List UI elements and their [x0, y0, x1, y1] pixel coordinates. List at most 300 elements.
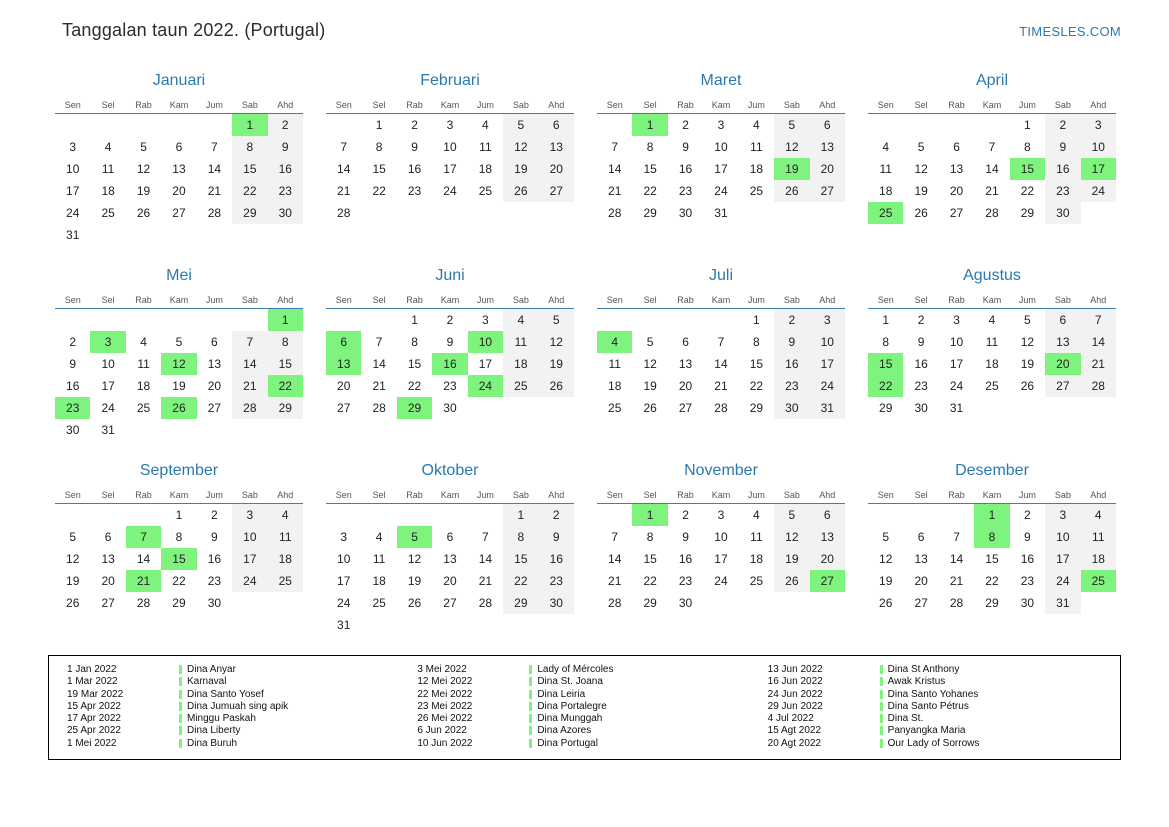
- day-cell[interactable]: 27: [337, 400, 351, 415]
- day-cell[interactable]: 23: [774, 375, 809, 397]
- day-cell[interactable]: 30: [66, 422, 80, 437]
- day-cell[interactable]: 7: [988, 139, 996, 154]
- day-cell[interactable]: 28: [608, 205, 622, 220]
- day-cell[interactable]: 25: [268, 570, 303, 592]
- day-cell[interactable]: 26: [914, 205, 928, 220]
- day-cell[interactable]: 25: [503, 375, 538, 397]
- day-cell[interactable]: 12: [66, 551, 80, 566]
- day-cell[interactable]: 5: [140, 139, 147, 154]
- day-cell[interactable]: 23: [407, 183, 422, 198]
- day-cell[interactable]: 29: [879, 400, 893, 415]
- day-cell[interactable]: 12: [407, 551, 422, 566]
- day-cell[interactable]: 18: [985, 356, 999, 371]
- day-cell[interactable]: 2: [917, 312, 925, 327]
- day-cell[interactable]: 26: [774, 570, 809, 592]
- holiday-day-cell[interactable]: 4: [597, 331, 632, 353]
- day-cell[interactable]: 6: [175, 139, 183, 154]
- day-cell[interactable]: 10: [1081, 136, 1116, 158]
- day-cell[interactable]: 26: [879, 595, 893, 610]
- day-cell[interactable]: 24: [949, 378, 964, 393]
- day-cell[interactable]: 27: [949, 205, 964, 220]
- day-cell[interactable]: 2: [774, 309, 809, 331]
- day-cell[interactable]: 12: [503, 136, 538, 158]
- holiday-day-cell[interactable]: 17: [1081, 158, 1116, 180]
- day-cell[interactable]: 27: [678, 400, 693, 415]
- day-cell[interactable]: 7: [611, 139, 619, 154]
- day-cell[interactable]: 7: [611, 529, 619, 544]
- day-cell[interactable]: 21: [608, 573, 622, 588]
- day-cell[interactable]: 1: [882, 312, 890, 327]
- day-cell[interactable]: 8: [175, 529, 183, 544]
- day-cell[interactable]: 16: [268, 158, 303, 180]
- day-cell[interactable]: 17: [810, 353, 845, 375]
- day-cell[interactable]: 5: [646, 334, 654, 349]
- day-cell[interactable]: 4: [753, 507, 760, 522]
- day-cell[interactable]: 3: [482, 312, 489, 327]
- day-cell[interactable]: 2: [411, 117, 418, 132]
- day-cell[interactable]: 7: [375, 334, 383, 349]
- day-cell[interactable]: 17: [714, 161, 728, 176]
- day-cell[interactable]: 7: [1081, 309, 1116, 331]
- day-cell[interactable]: 24: [810, 375, 845, 397]
- day-cell[interactable]: 21: [608, 183, 622, 198]
- day-cell[interactable]: 13: [539, 136, 574, 158]
- day-cell[interactable]: 24: [1045, 570, 1080, 592]
- day-cell[interactable]: 11: [372, 551, 386, 566]
- day-cell[interactable]: 28: [232, 397, 267, 419]
- day-cell[interactable]: 16: [1045, 158, 1080, 180]
- day-cell[interactable]: 28: [949, 595, 964, 610]
- holiday-day-cell[interactable]: 22: [868, 375, 903, 397]
- day-cell[interactable]: 18: [136, 378, 151, 393]
- day-cell[interactable]: 15: [749, 356, 764, 371]
- day-cell[interactable]: 28: [337, 205, 351, 220]
- day-cell[interactable]: 24: [337, 595, 351, 610]
- day-cell[interactable]: 3: [810, 309, 845, 331]
- day-cell[interactable]: 31: [1045, 592, 1080, 614]
- holiday-day-cell[interactable]: 25: [868, 202, 903, 224]
- day-cell[interactable]: 14: [136, 551, 151, 566]
- holiday-day-cell[interactable]: 1: [632, 114, 667, 136]
- day-cell[interactable]: 22: [749, 378, 764, 393]
- day-cell[interactable]: 11: [750, 139, 763, 154]
- day-cell[interactable]: 17: [337, 573, 351, 588]
- day-cell[interactable]: 23: [914, 378, 928, 393]
- day-cell[interactable]: 21: [714, 378, 728, 393]
- day-cell[interactable]: 18: [879, 183, 893, 198]
- day-cell[interactable]: 7: [232, 331, 267, 353]
- day-cell[interactable]: 14: [949, 551, 964, 566]
- day-cell[interactable]: 12: [643, 356, 657, 371]
- day-cell[interactable]: 28: [1081, 375, 1116, 397]
- day-cell[interactable]: 31: [337, 617, 351, 632]
- day-cell[interactable]: 12: [539, 331, 574, 353]
- day-cell[interactable]: 28: [207, 205, 222, 220]
- day-cell[interactable]: 29: [172, 595, 186, 610]
- day-cell[interactable]: 8: [753, 334, 760, 349]
- day-cell[interactable]: 25: [749, 183, 764, 198]
- day-cell[interactable]: 14: [372, 356, 386, 371]
- day-cell[interactable]: 15: [985, 551, 999, 566]
- day-cell[interactable]: 15: [232, 158, 267, 180]
- day-cell[interactable]: 8: [268, 331, 303, 353]
- holiday-day-cell[interactable]: 21: [126, 570, 161, 592]
- day-cell[interactable]: 16: [407, 161, 422, 176]
- day-cell[interactable]: 2: [446, 312, 454, 327]
- day-cell[interactable]: 29: [643, 595, 657, 610]
- day-cell[interactable]: 8: [375, 139, 383, 154]
- day-cell[interactable]: 11: [503, 331, 538, 353]
- day-cell[interactable]: 13: [1045, 331, 1080, 353]
- day-cell[interactable]: 14: [985, 161, 999, 176]
- day-cell[interactable]: 2: [268, 114, 303, 136]
- day-cell[interactable]: 6: [446, 529, 454, 544]
- day-cell[interactable]: 23: [678, 183, 693, 198]
- day-cell[interactable]: 3: [1081, 114, 1116, 136]
- day-cell[interactable]: 5: [1024, 312, 1031, 327]
- day-cell[interactable]: 14: [478, 551, 493, 566]
- day-cell[interactable]: 22: [232, 180, 267, 202]
- day-cell[interactable]: 15: [503, 548, 538, 570]
- day-cell[interactable]: 17: [232, 548, 267, 570]
- day-cell[interactable]: 20: [949, 183, 964, 198]
- holiday-day-cell[interactable]: 8: [974, 526, 1009, 548]
- day-cell[interactable]: 20: [101, 573, 115, 588]
- day-cell[interactable]: 24: [66, 205, 80, 220]
- day-cell[interactable]: 4: [268, 504, 303, 526]
- day-cell[interactable]: 23: [443, 378, 457, 393]
- day-cell[interactable]: 13: [810, 526, 845, 548]
- day-cell[interactable]: 28: [136, 595, 151, 610]
- day-cell[interactable]: 24: [714, 573, 728, 588]
- day-cell[interactable]: 27: [101, 595, 115, 610]
- day-cell[interactable]: 2: [539, 504, 574, 526]
- day-cell[interactable]: 13: [207, 356, 222, 371]
- day-cell[interactable]: 13: [678, 356, 693, 371]
- day-cell[interactable]: 23: [268, 180, 303, 202]
- day-cell[interactable]: 4: [104, 139, 112, 154]
- day-cell[interactable]: 7: [482, 529, 489, 544]
- day-cell[interactable]: 1: [375, 117, 383, 132]
- day-cell[interactable]: 30: [443, 400, 457, 415]
- day-cell[interactable]: 14: [337, 161, 351, 176]
- day-cell[interactable]: 6: [539, 114, 574, 136]
- day-cell[interactable]: 24: [1081, 180, 1116, 202]
- day-cell[interactable]: 31: [810, 397, 845, 419]
- day-cell[interactable]: 10: [66, 161, 80, 176]
- day-cell[interactable]: 16: [1020, 551, 1035, 566]
- holiday-day-cell[interactable]: 5: [397, 526, 432, 548]
- day-cell[interactable]: 16: [678, 551, 693, 566]
- day-cell[interactable]: 1: [753, 312, 760, 327]
- day-cell[interactable]: 22: [643, 573, 657, 588]
- day-cell[interactable]: 25: [478, 183, 493, 198]
- day-cell[interactable]: 29: [232, 202, 267, 224]
- day-cell[interactable]: 27: [539, 180, 574, 202]
- day-cell[interactable]: 16: [678, 161, 693, 176]
- day-cell[interactable]: 7: [340, 139, 348, 154]
- day-cell[interactable]: 30: [1045, 202, 1080, 224]
- day-cell[interactable]: 25: [749, 573, 764, 588]
- day-cell[interactable]: 21: [207, 183, 222, 198]
- day-cell[interactable]: 31: [101, 422, 115, 437]
- day-cell[interactable]: 10: [714, 529, 728, 544]
- day-cell[interactable]: 19: [503, 158, 538, 180]
- day-cell[interactable]: 2: [1024, 507, 1031, 522]
- day-cell[interactable]: 30: [914, 400, 928, 415]
- day-cell[interactable]: 9: [682, 139, 689, 154]
- day-cell[interactable]: 21: [478, 573, 493, 588]
- day-cell[interactable]: 23: [678, 573, 693, 588]
- day-cell[interactable]: 26: [643, 400, 657, 415]
- day-cell[interactable]: 20: [443, 573, 457, 588]
- day-cell[interactable]: 25: [985, 378, 999, 393]
- day-cell[interactable]: 19: [136, 183, 151, 198]
- day-cell[interactable]: 2: [682, 117, 689, 132]
- day-cell[interactable]: 9: [1045, 136, 1080, 158]
- day-cell[interactable]: 30: [539, 592, 574, 614]
- day-cell[interactable]: 21: [232, 375, 267, 397]
- day-cell[interactable]: 13: [101, 551, 115, 566]
- day-cell[interactable]: 4: [1081, 504, 1116, 526]
- day-cell[interactable]: 14: [1081, 331, 1116, 353]
- day-cell[interactable]: 4: [503, 309, 538, 331]
- day-cell[interactable]: 17: [66, 183, 80, 198]
- day-cell[interactable]: 24: [101, 400, 115, 415]
- holiday-day-cell[interactable]: 12: [161, 353, 196, 375]
- day-cell[interactable]: 23: [207, 573, 222, 588]
- day-cell[interactable]: 15: [407, 356, 422, 371]
- day-cell[interactable]: 5: [69, 529, 77, 544]
- day-cell[interactable]: 2: [1045, 114, 1080, 136]
- day-cell[interactable]: 24: [714, 183, 728, 198]
- day-cell[interactable]: 13: [172, 161, 186, 176]
- day-cell[interactable]: 27: [207, 400, 222, 415]
- day-cell[interactable]: 10: [949, 334, 964, 349]
- day-cell[interactable]: 9: [268, 136, 303, 158]
- day-cell[interactable]: 10: [232, 526, 267, 548]
- day-cell[interactable]: 22: [1020, 183, 1035, 198]
- day-cell[interactable]: 20: [678, 378, 693, 393]
- day-cell[interactable]: 25: [372, 595, 386, 610]
- day-cell[interactable]: 29: [749, 400, 764, 415]
- day-cell[interactable]: 11: [608, 356, 621, 371]
- day-cell[interactable]: 5: [175, 334, 183, 349]
- day-cell[interactable]: 9: [774, 331, 809, 353]
- day-cell[interactable]: 20: [337, 378, 351, 393]
- day-cell[interactable]: 22: [503, 570, 538, 592]
- day-cell[interactable]: 13: [443, 551, 457, 566]
- day-cell[interactable]: 4: [482, 117, 489, 132]
- day-cell[interactable]: 29: [985, 595, 999, 610]
- day-cell[interactable]: 10: [337, 551, 351, 566]
- day-cell[interactable]: 14: [608, 551, 622, 566]
- day-cell[interactable]: 23: [539, 570, 574, 592]
- holiday-day-cell[interactable]: 10: [468, 331, 503, 353]
- day-cell[interactable]: 9: [539, 526, 574, 548]
- day-cell[interactable]: 31: [66, 227, 80, 242]
- day-cell[interactable]: 9: [917, 334, 925, 349]
- day-cell[interactable]: 20: [810, 548, 845, 570]
- day-cell[interactable]: 28: [985, 205, 999, 220]
- day-cell[interactable]: 10: [1045, 526, 1080, 548]
- holiday-day-cell[interactable]: 20: [1045, 353, 1080, 375]
- day-cell[interactable]: 30: [678, 595, 693, 610]
- day-cell[interactable]: 18: [101, 183, 115, 198]
- day-cell[interactable]: 14: [608, 161, 622, 176]
- day-cell[interactable]: 3: [717, 507, 725, 522]
- day-cell[interactable]: 7: [953, 529, 960, 544]
- day-cell[interactable]: 6: [953, 139, 960, 154]
- day-cell[interactable]: 9: [211, 529, 218, 544]
- day-cell[interactable]: 2: [211, 507, 218, 522]
- day-cell[interactable]: 29: [503, 592, 538, 614]
- holiday-day-cell[interactable]: 25: [1081, 570, 1116, 592]
- day-cell[interactable]: 8: [1024, 139, 1031, 154]
- holiday-day-cell[interactable]: 15: [868, 353, 903, 375]
- day-cell[interactable]: 23: [1045, 180, 1080, 202]
- holiday-day-cell[interactable]: 3: [90, 331, 125, 353]
- day-cell[interactable]: 30: [207, 595, 222, 610]
- day-cell[interactable]: 11: [985, 334, 999, 349]
- day-cell[interactable]: 14: [232, 353, 267, 375]
- day-cell[interactable]: 21: [985, 183, 999, 198]
- day-cell[interactable]: 24: [232, 570, 267, 592]
- day-cell[interactable]: 10: [443, 139, 457, 154]
- day-cell[interactable]: 9: [1024, 529, 1031, 544]
- day-cell[interactable]: 21: [1081, 353, 1116, 375]
- day-cell[interactable]: 18: [608, 378, 622, 393]
- day-cell[interactable]: 19: [172, 378, 186, 393]
- day-cell[interactable]: 31: [949, 400, 964, 415]
- day-cell[interactable]: 30: [1020, 595, 1035, 610]
- day-cell[interactable]: 24: [443, 183, 457, 198]
- day-cell[interactable]: 20: [539, 158, 574, 180]
- day-cell[interactable]: 4: [140, 334, 147, 349]
- day-cell[interactable]: 22: [407, 378, 422, 393]
- day-cell[interactable]: 3: [69, 139, 77, 154]
- day-cell[interactable]: 2: [682, 507, 689, 522]
- day-cell[interactable]: 3: [953, 312, 960, 327]
- day-cell[interactable]: 12: [774, 526, 809, 548]
- day-cell[interactable]: 23: [1020, 573, 1035, 588]
- holiday-day-cell[interactable]: 27: [810, 570, 845, 592]
- day-cell[interactable]: 1: [1024, 117, 1031, 132]
- day-cell[interactable]: 10: [714, 139, 728, 154]
- day-cell[interactable]: 19: [914, 183, 928, 198]
- day-cell[interactable]: 16: [539, 548, 574, 570]
- day-cell[interactable]: 29: [1020, 205, 1035, 220]
- day-cell[interactable]: 30: [774, 397, 809, 419]
- day-cell[interactable]: 28: [372, 400, 386, 415]
- day-cell[interactable]: 8: [646, 139, 654, 154]
- day-cell[interactable]: 29: [268, 397, 303, 419]
- day-cell[interactable]: 28: [608, 595, 622, 610]
- day-cell[interactable]: 5: [774, 504, 809, 526]
- holiday-day-cell[interactable]: 29: [397, 397, 432, 419]
- day-cell[interactable]: 26: [407, 595, 422, 610]
- holiday-day-cell[interactable]: 1: [974, 504, 1009, 526]
- day-cell[interactable]: 29: [643, 205, 657, 220]
- day-cell[interactable]: 18: [268, 548, 303, 570]
- day-cell[interactable]: 19: [66, 573, 80, 588]
- holiday-day-cell[interactable]: 6: [326, 331, 361, 353]
- day-cell[interactable]: 11: [1081, 526, 1116, 548]
- day-cell[interactable]: 4: [988, 312, 996, 327]
- day-cell[interactable]: 25: [101, 205, 115, 220]
- day-cell[interactable]: 5: [539, 309, 574, 331]
- day-cell[interactable]: 5: [882, 529, 890, 544]
- holiday-day-cell[interactable]: 26: [161, 397, 196, 419]
- day-cell[interactable]: 27: [1045, 375, 1080, 397]
- day-cell[interactable]: 31: [714, 205, 728, 220]
- holiday-day-cell[interactable]: 15: [1010, 158, 1045, 180]
- day-cell[interactable]: 22: [643, 183, 657, 198]
- day-cell[interactable]: 26: [1020, 378, 1035, 393]
- day-cell[interactable]: 15: [643, 161, 657, 176]
- day-cell[interactable]: 9: [411, 139, 418, 154]
- holiday-day-cell[interactable]: 1: [632, 504, 667, 526]
- day-cell[interactable]: 4: [375, 529, 383, 544]
- day-cell[interactable]: 19: [539, 353, 574, 375]
- day-cell[interactable]: 13: [914, 551, 928, 566]
- day-cell[interactable]: 12: [879, 551, 893, 566]
- day-cell[interactable]: 12: [914, 161, 928, 176]
- day-cell[interactable]: 11: [268, 526, 303, 548]
- day-cell[interactable]: 7: [717, 334, 725, 349]
- day-cell[interactable]: 5: [774, 114, 809, 136]
- day-cell[interactable]: 16: [207, 551, 222, 566]
- day-cell[interactable]: 1: [175, 507, 183, 522]
- day-cell[interactable]: 18: [503, 353, 538, 375]
- day-cell[interactable]: 13: [810, 136, 845, 158]
- holiday-day-cell[interactable]: 7: [126, 526, 161, 548]
- day-cell[interactable]: 27: [443, 595, 457, 610]
- day-cell[interactable]: 4: [753, 117, 760, 132]
- day-cell[interactable]: 19: [774, 548, 809, 570]
- holiday-day-cell[interactable]: 24: [468, 375, 503, 397]
- day-cell[interactable]: 3: [446, 117, 454, 132]
- day-cell[interactable]: 20: [172, 183, 186, 198]
- day-cell[interactable]: 26: [66, 595, 80, 610]
- day-cell[interactable]: 6: [810, 504, 845, 526]
- day-cell[interactable]: 9: [446, 334, 454, 349]
- holiday-day-cell[interactable]: 13: [326, 353, 361, 375]
- day-cell[interactable]: 17: [1045, 548, 1080, 570]
- day-cell[interactable]: 18: [749, 161, 764, 176]
- day-cell[interactable]: 9: [69, 356, 77, 371]
- day-cell[interactable]: 13: [949, 161, 964, 176]
- day-cell[interactable]: 20: [207, 378, 222, 393]
- day-cell[interactable]: 11: [750, 529, 763, 544]
- day-cell[interactable]: 11: [879, 161, 892, 176]
- day-cell[interactable]: 30: [268, 202, 303, 224]
- day-cell[interactable]: 30: [678, 205, 693, 220]
- day-cell[interactable]: 6: [810, 114, 845, 136]
- day-cell[interactable]: 1: [411, 312, 418, 327]
- day-cell[interactable]: 16: [914, 356, 928, 371]
- day-cell[interactable]: 26: [539, 375, 574, 397]
- day-cell[interactable]: 17: [443, 161, 457, 176]
- day-cell[interactable]: 27: [914, 595, 928, 610]
- day-cell[interactable]: 20: [810, 158, 845, 180]
- day-cell[interactable]: 19: [407, 573, 422, 588]
- day-cell[interactable]: 22: [985, 573, 999, 588]
- holiday-day-cell[interactable]: 15: [161, 548, 196, 570]
- day-cell[interactable]: 14: [714, 356, 728, 371]
- day-cell[interactable]: 11: [101, 161, 115, 176]
- holiday-day-cell[interactable]: 1: [232, 114, 267, 136]
